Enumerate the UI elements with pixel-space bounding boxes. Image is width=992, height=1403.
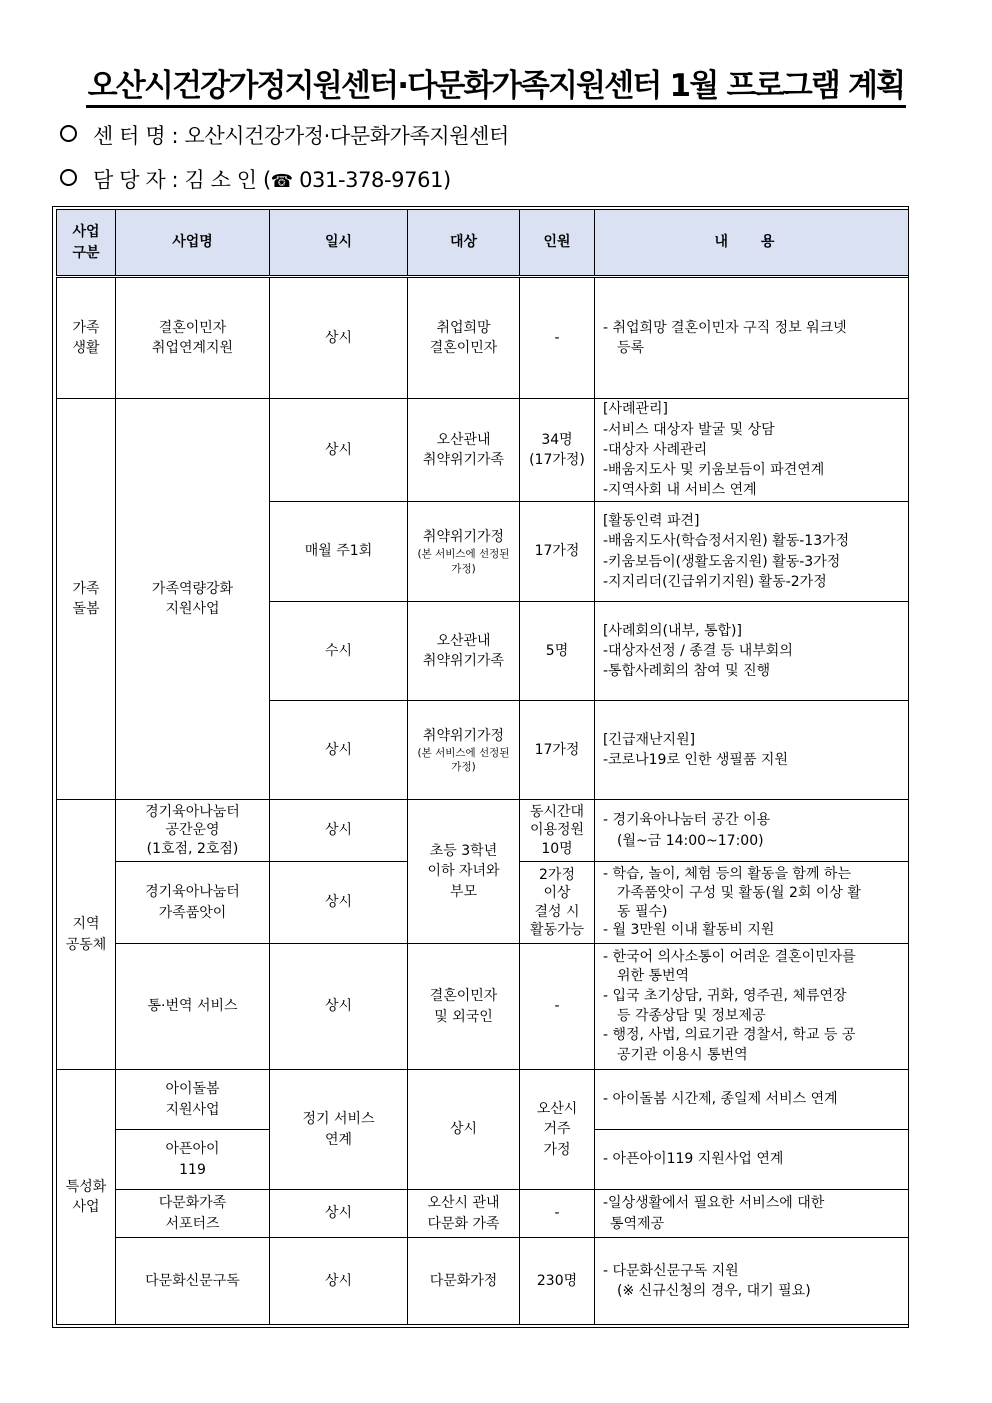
count-cell: 17가정 — [520, 701, 595, 800]
target-cell: 다문화가정 — [408, 1238, 520, 1325]
content-cell: - 취업희망 결혼이민자 구직 정보 워크넷 등록 — [595, 277, 909, 399]
schedule-cell: 상시 — [270, 399, 408, 502]
content-cell: - 학습, 놀이, 체험 등의 활동을 함께 하는 가족품앗이 구성 및 활동(월 2회 이상 활 동 필수) - 월 3만원 이내 활동비 지원 — [595, 862, 909, 944]
center-name-label: 센 터 명 — [93, 124, 166, 148]
count-cell: 5명 — [520, 602, 595, 701]
program-cell: 다문화가족 서포터즈 — [116, 1190, 270, 1238]
target-cell: 오산관내 취약위기가족 — [408, 399, 520, 502]
header-category: 사업 구분 — [57, 210, 116, 277]
schedule-cell: 상시 — [270, 1190, 408, 1238]
program-cell: 통·번역 서비스 — [116, 944, 270, 1070]
program-cell: 다문화신문구독 — [116, 1238, 270, 1325]
schedule-cell: 상시 — [270, 701, 408, 800]
center-name-value: 오산시건강가정·다문화가족지원센터 — [184, 124, 509, 148]
table-row — [57, 800, 909, 862]
table-row — [57, 277, 909, 399]
table-row — [57, 944, 909, 1070]
schedule-cell: 상시 — [270, 944, 408, 1070]
content-cell: - 경기육아나눔터 공간 이용 (월~금 14:00~17:00) — [595, 800, 909, 862]
program-table — [56, 209, 909, 1325]
content-cell: - 아이돌봄 시간제, 종일제 서비스 연계 — [595, 1070, 909, 1130]
table-row — [57, 1238, 909, 1325]
schedule-cell: 정기 서비스 연계 — [270, 1070, 408, 1190]
phone-icon: ☎ — [270, 171, 293, 192]
count-cell: 동시간대 이용정원 10명 — [520, 800, 595, 862]
content-cell: -일상생활에서 필요한 서비스에 대한 통역제공 — [595, 1190, 909, 1238]
program-cell: 경기육아나눔터 가족품앗이 — [116, 862, 270, 944]
manager-label: 담 당 자 — [93, 168, 166, 192]
schedule-cell: 상시 — [270, 277, 408, 399]
target-cell: 초등 3학년 이하 자녀와 부모 — [408, 800, 520, 944]
count-cell: 오산시 거주 가정 — [520, 1070, 595, 1190]
content-cell: - 아픈아이119 지원사업 연계 — [595, 1130, 909, 1190]
circle-bullet-icon — [60, 125, 77, 142]
count-cell: - — [520, 277, 595, 399]
target-cell: 상시 — [408, 1070, 520, 1190]
manager-line: 담 당 자 : 김 소 인 (☎ 031-378-9761) — [60, 164, 451, 194]
category-cell: 가족 돌봄 — [57, 399, 116, 800]
page-title — [0, 60, 992, 105]
program-cell: 결혼이민자 취업연계지원 — [116, 277, 270, 399]
circle-bullet-icon — [60, 169, 77, 186]
header-target: 대상 — [408, 210, 520, 277]
target-cell: 결혼이민자 및 외국인 — [408, 944, 520, 1070]
target-cell: 취약위기가정 (본 서비스에 선정된 가정) — [408, 701, 520, 800]
content-cell: [활동인력 파견] -배움지도사(학습정서지원) 활동-13가정 -키움보듬이(생활도움지원) 활동-3가정 -지지리더(긴급위기지원) 활동-2가정 — [595, 502, 909, 602]
table-header-row — [57, 210, 909, 277]
content-cell: - 한국어 의사소통이 어려운 결혼이민자를 위한 통번역 - 입국 초기상담, 귀화, 영주권, 체류연장 등 각종상담 및 정보제공 - 행정, 사법, 의료기관 경찰서, 학교 등 공 공기관 이용시 통번역 — [595, 944, 909, 1070]
target-cell: 취업희망 결혼이민자 — [408, 277, 520, 399]
schedule-cell: 상시 — [270, 1238, 408, 1325]
count-cell: 230명 — [520, 1238, 595, 1325]
target-cell: 취약위기가정 (본 서비스에 선정된 가정) — [408, 502, 520, 602]
content-cell: [사례회의(내부, 통합)] -대상자선정 / 종결 등 내부회의 -통합사례회의 참여 및 진행 — [595, 602, 909, 701]
schedule-cell: 매월 주1회 — [270, 502, 408, 602]
program-cell: 아이돌봄 지원사업 — [116, 1070, 270, 1130]
header-count: 인원 — [520, 210, 595, 277]
header-program: 사업명 — [116, 210, 270, 277]
phone-number: 031-378-9761 — [299, 168, 444, 192]
page-title-text: 오산시건강가정지원센터·다문화가족지원센터 1월 프로그램 계획 — [86, 68, 907, 108]
header-content: 내 용 — [595, 210, 909, 277]
table-row — [57, 1190, 909, 1238]
target-cell: 오산관내 취약위기가족 — [408, 602, 520, 701]
count-cell: 17가정 — [520, 502, 595, 602]
category-cell: 가족 생활 — [57, 277, 116, 399]
table-row — [57, 1070, 909, 1130]
schedule-cell: 상시 — [270, 862, 408, 944]
content-cell: [사례관리] -서비스 대상자 발굴 및 상담 -대상자 사례관리 -배움지도사 및 키움보듬이 파견연계 -지역사회 내 서비스 연계 — [595, 399, 909, 502]
program-cell: 경기육아나눔터 공간운영 (1호점, 2호점) — [116, 800, 270, 862]
count-cell: - — [520, 1190, 595, 1238]
schedule-cell: 수시 — [270, 602, 408, 701]
category-cell: 특성화 사업 — [57, 1070, 116, 1325]
table-row — [57, 399, 909, 502]
category-cell: 지역 공동체 — [57, 800, 116, 1070]
header-schedule: 일시 — [270, 210, 408, 277]
count-cell: 2가정 이상 결성 시 활동가능 — [520, 862, 595, 944]
count-cell: 34명 (17가정) — [520, 399, 595, 502]
content-cell: [긴급재난지원] -코로나19로 인한 생필품 지원 — [595, 701, 909, 800]
target-cell: 오산시 관내 다문화 가족 — [408, 1190, 520, 1238]
schedule-cell: 상시 — [270, 800, 408, 862]
center-name-line: 센 터 명 : 오산시건강가정·다문화가족지원센터 — [60, 120, 509, 150]
content-cell: - 다문화신문구독 지원 (※ 신규신청의 경우, 대기 필요) — [595, 1238, 909, 1325]
program-cell: 가족역량강화 지원사업 — [116, 399, 270, 800]
program-cell: 아픈아이 119 — [116, 1130, 270, 1190]
count-cell: - — [520, 944, 595, 1070]
manager-value: 김 소 인 — [184, 168, 257, 192]
